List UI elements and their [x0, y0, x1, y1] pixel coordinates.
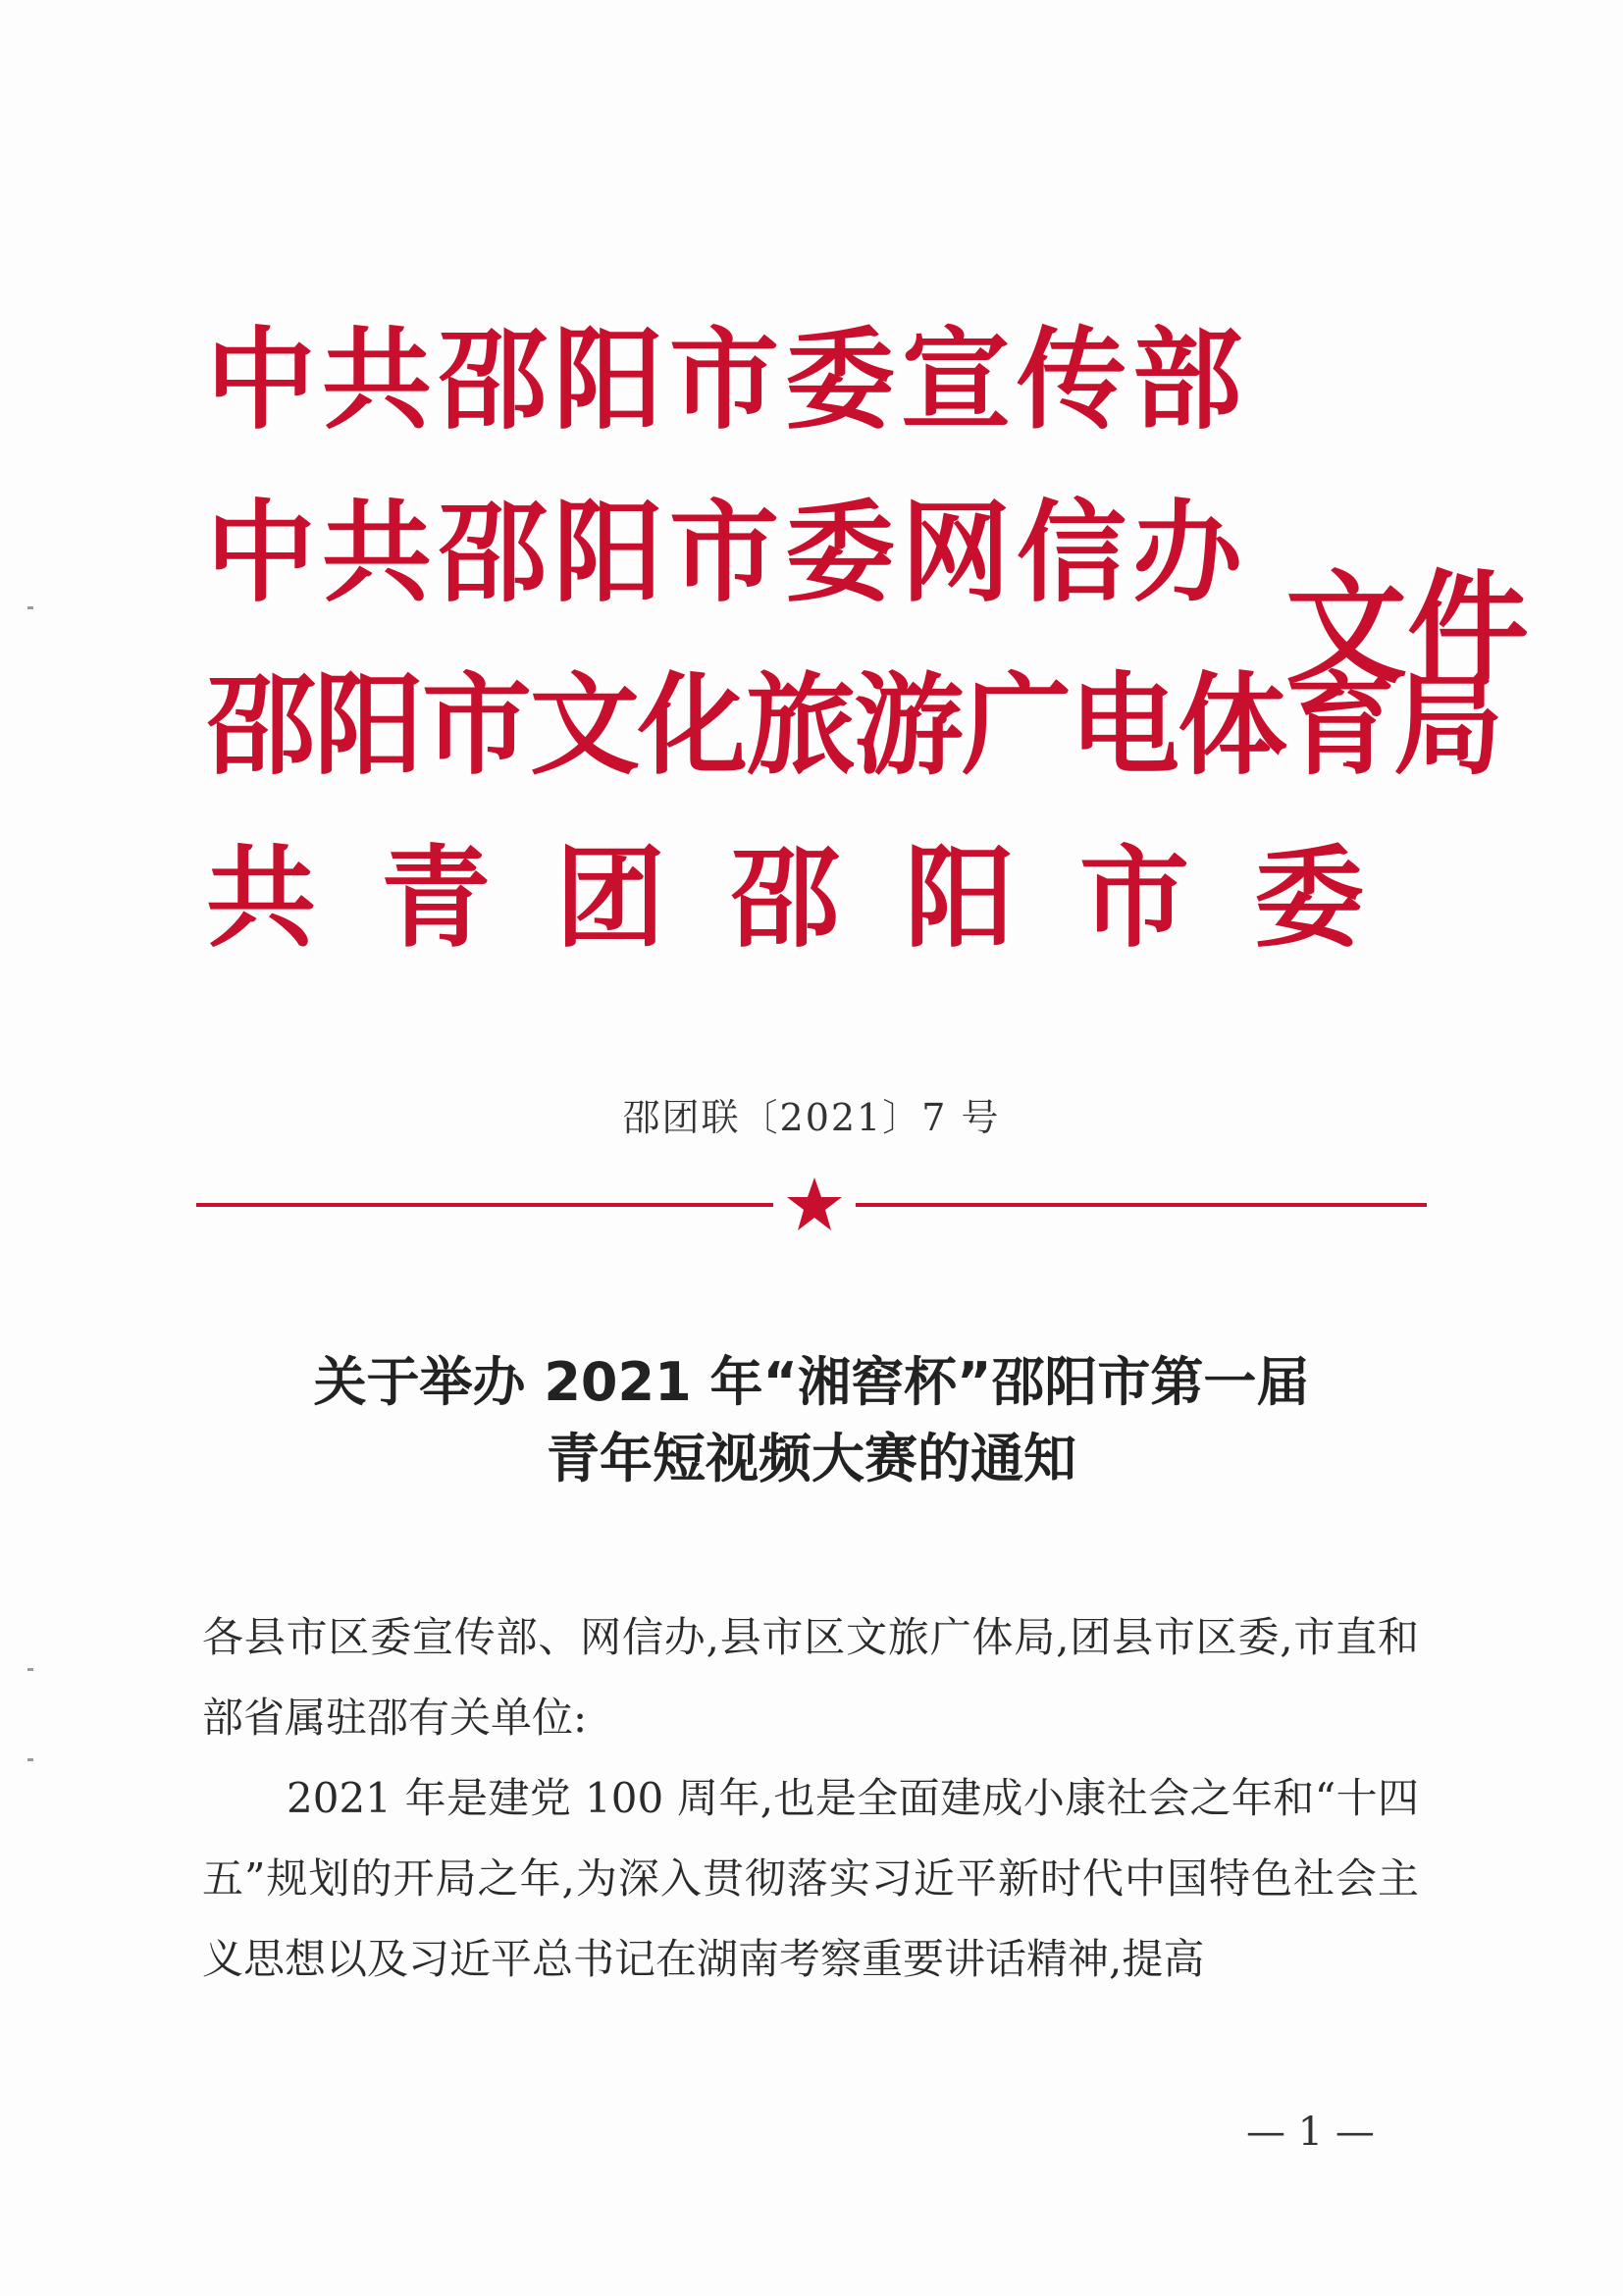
red-star-icon: [785, 1175, 844, 1234]
document-heading-word: 文件: [1285, 559, 1530, 701]
issuer-youth-league-committee: 共青团邵阳市委: [206, 835, 1429, 963]
notice-title-line-2: 青年短视频大赛的通知: [547, 1428, 1076, 1489]
notice-title: [0, 1344, 1623, 1497]
notice-body: [202, 1597, 1419, 2000]
scan-speck: [27, 1758, 33, 1761]
notice-title-line-1: 关于举办 2021 年“湘窖杯”邵阳市第一届: [313, 1351, 1310, 1413]
page-number: — 1 —: [1246, 2110, 1375, 2155]
issuer-propaganda-dept: 中共邵阳市委宣传部: [206, 317, 1248, 444]
red-divider-left: [196, 1203, 773, 1207]
red-divider-right: [856, 1203, 1427, 1207]
body-paragraph: 2021 年是建党 100 周年,也是全面建成小康社会之年和“十四五”规划的开局之年,为深入贯彻落实习近平新时代中国特色社会主义思想以及习近平总书记在湖南考察重要讲话精神,提高: [202, 1774, 1419, 1983]
issuer-culture-tourism-bureau: 邵阳市文化旅游广电体育局: [206, 662, 1501, 790]
scan-speck: [27, 606, 33, 609]
scan-speck: [27, 1668, 33, 1671]
issuer-cyberspace-office: 中共邵阳市委网信办: [206, 490, 1248, 617]
recipients-line: 各县市区委宣传部、网信办,县市区文旅广体局,团县市区委,市直和部省属驻邵有关单位:: [202, 1613, 1419, 1742]
document-number: 邵团联〔2021〕7 号: [622, 1096, 1001, 1139]
